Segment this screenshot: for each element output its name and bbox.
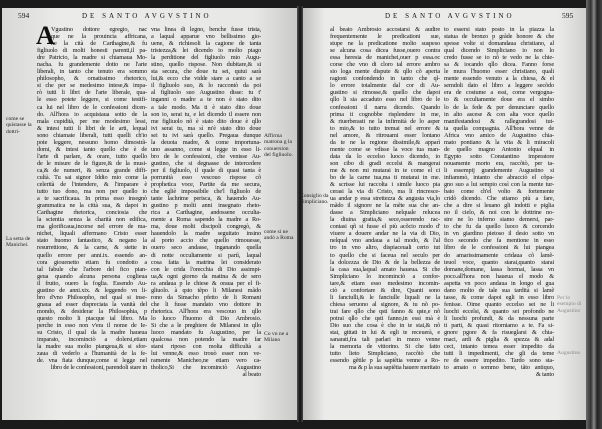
text-line: data da lo eccelso luoco dicendo, io — [330, 152, 440, 160]
text-line: philosopho, & ornatissimo rhetorico, — [37, 75, 147, 83]
text-line: figliuolo di molti honesti parenti,il pa- — [37, 47, 147, 55]
text-line: rò tutti li libri de l'arte liberale, qua- — [37, 89, 147, 97]
text-line: gustino, che si degnasse de intercedere — [151, 159, 261, 167]
text-line: Africa vno amico de Augustino chia- — [444, 131, 554, 139]
text-line: essendo gẽtile p la sapiẽtia venne a Ro- — [330, 357, 440, 365]
text-line: lo errore totalmente dal cor di Au- — [330, 82, 440, 90]
text-line: li fanciulli,& le fanciulle liquali ne la — [330, 293, 440, 301]
margin-note: come si ne andò a Roma — [264, 229, 294, 242]
text-line: ne la cità de Carthagine,& fu — [51, 40, 147, 48]
text-line: gno suo a lui sempio così con la mente tur- — [444, 181, 554, 189]
text-line: do. All'hora io acquistaua sotto de la — [37, 110, 147, 118]
text-line: li essempij grandemente Augustino si — [444, 166, 554, 174]
text-line: stupe ne la predicatione molto suspeso — [330, 40, 440, 48]
text-line: rono da Simacho pfetto de li Romani — [151, 293, 261, 301]
text-line: chiesa seruono al signore, & tu nõ po- — [330, 300, 440, 308]
text-line: to & occultamente doue era el simbo — [444, 96, 554, 104]
text-line: mente a Roma sapendo la madre a Ro- — [151, 216, 261, 224]
text-line: domane,domane, lassa hormai, lassa vn — [444, 265, 554, 273]
text-line: & intesi tutti li libri de le arti, lequal — [37, 124, 147, 132]
text-line: semdoli dato el libro a leggere secõdo — [444, 82, 554, 90]
text-line: que ne la prouincia affricana, — [51, 33, 147, 41]
text-line: ma, doue molti discipoli congregò, & — [151, 223, 261, 231]
text-line: inganni o madre a te non è stato dito — [151, 96, 261, 104]
text-line: nouamente morto era, raccõtò, per ta- — [444, 159, 554, 167]
text-line: per il figliuolo, il quale di quasi tanta è — [151, 166, 261, 174]
text-line: me figliuolo nõ è stato dito doue è qllo — [151, 117, 261, 125]
text-line: al figliuolo suo Augustino disse: tu t' — [151, 89, 261, 97]
text-line: gustino de anni.xix. & leggendo vn li- — [37, 286, 147, 294]
text-line: qualcosa non potendo la madre far — [151, 336, 261, 344]
text-line: do amarissimamente cridaua cõ lamẽ- — [444, 251, 554, 259]
text-line: stai, gittati in lui & egli te receuerà, e — [330, 329, 440, 337]
margin-note: Affirma matrona g la conuersion del figliuolo. — [264, 133, 293, 159]
text-line: nel amore, & ritrouami esser lontano — [330, 131, 440, 139]
text-line: rhetorica. All'hora era vescouo in qllo — [151, 307, 261, 315]
text-line: ceci, intanto temea esser impedito da — [444, 343, 554, 351]
text-line: corse che vno di cloro tal errore ambro — [330, 61, 440, 69]
text-line: to che fu da quello luoco & corcendo — [444, 223, 554, 231]
text-line: che a dire si leuano gli indotti e piglia — [444, 202, 554, 210]
text-line: mente come se vdisse la voce tua man- — [330, 145, 440, 153]
text-line: confessioni il narra dicendo. Quando — [330, 103, 440, 111]
margin-note: La setta de Manichei. — [6, 236, 31, 249]
right-column-1 — [330, 26, 440, 371]
text-line: grammatica ne la città sua, & dapoi in — [37, 202, 147, 210]
text-line: geua quando alcuna persona coglieua — [37, 272, 147, 280]
text-line: manifestandosi & rallegrandosi tut- — [444, 117, 554, 125]
text-line: nacha. fu grandemente dotto ne l'arte — [37, 61, 147, 69]
text-line: tal fabule che l'arbore del fico pian- — [37, 265, 147, 273]
text-line: statua de bronzo p grãde honore & che — [444, 33, 554, 41]
text-line: zaua di vederlo a l'humanità de la fe- — [37, 350, 147, 358]
text-line: to amato o sommo bene, tãto antiquo, — [444, 364, 554, 372]
text-line: era de costume a essi, come vergogna- — [444, 89, 554, 97]
text-line: tante lachrime perisca, & hauendo Au- — [151, 195, 261, 203]
text-line: la dolcezza de Dio & de la bellezza de — [330, 258, 440, 266]
text-line: porrunità esso vescouo rispose cõ — [151, 173, 261, 181]
text-line: ti parti, & quasi ritorniamo a te. Fa si- — [444, 321, 554, 329]
text-line: hauendolo la madre seguitato insino — [151, 230, 261, 238]
text-line: Dio suo che cosa è che in te stai,& nõ — [330, 321, 440, 329]
text-line: luochi eccelsi, & quanto sei profondo ne — [444, 307, 554, 315]
text-line: si che per se medesimo intese,& impa- — [37, 82, 147, 90]
text-line: bro de le confessioni, che venisse Au- — [151, 152, 261, 160]
text-line: bro d'vno Philosopho, nel qual si inse- — [37, 293, 147, 301]
text-line: essa heresia de manichei,ouer p essa.oc — [330, 54, 440, 62]
drop-cap: A — [36, 21, 55, 50]
text-line: lui,& ecco che vidde stare a canto a se — [151, 75, 261, 83]
text-line: potrai qllo che qsti fanno,in essi mà è — [330, 314, 440, 322]
text-line: cerasi la via di Cristo, ma li rincresce- — [330, 188, 440, 196]
text-line: son cibo di gradi eccelsi & mangerai — [330, 159, 440, 167]
right-page-number: 595 — [562, 11, 574, 20]
text-line: & riuerberasti ne la infirmità de lo asper — [330, 117, 440, 125]
text-line: che egliè impossibile che'l figliuolo de — [151, 188, 261, 196]
text-line: al beato — [242, 371, 261, 379]
text-line: ta quella compagnia. All'hora venne de — [444, 124, 554, 132]
text-line: Si che a le preghiere de Milanesi in qllo — [151, 321, 261, 329]
text-line: la memoria de vittorino. Si che fatto — [330, 343, 440, 351]
right-column-2 — [444, 26, 554, 378]
text-line: dasse a Simpliciano nelquale relucea — [330, 209, 440, 217]
text-line: ca lui nel libro de le confessioni dicen- — [37, 103, 147, 111]
text-line: che li fusse mandato vno dottore in — [151, 300, 261, 308]
text-line: son io, serai tu, e lei dicendo il essere non — [151, 110, 261, 118]
text-line: al beato Ambrosio accostarsi & audire — [330, 26, 440, 33]
text-line: pote leggere, nessuno homo dimostrã- — [37, 138, 147, 146]
text-line: in vn giardino pietoso il desio sotto vn — [444, 230, 554, 238]
text-line: al porto accio che quello rimouesse, — [151, 237, 261, 245]
text-line: le esso potete leggere, si come testifi- — [37, 96, 147, 104]
text-line: con le crida l'orecchia di Dio assimpi- — [151, 265, 261, 273]
text-line: bo de la carne tua,ma ti mutarai in me. — [330, 173, 440, 181]
text-line: ramente Manicheo,ne etiam vero ca- — [151, 357, 261, 365]
text-line: lo luoco l'huomo di Dio Ambrosio. — [151, 314, 261, 322]
text-line: nichei, liquali affermano Cristo esser — [37, 230, 147, 238]
book-gutter — [297, 6, 303, 422]
text-line: la deuota madre, & come importuna- — [151, 138, 261, 146]
text-line: liberali, in tanto che tenuto era sommo — [37, 68, 147, 76]
text-line: tutto lieto Simpliciano, raccõtò che — [330, 350, 440, 358]
text-line: la diuina gratia,& sece,osserendo rac- — [330, 216, 440, 224]
text-line: tutto tuo dono, ma non per quello io — [37, 188, 147, 196]
text-line: qllo li sia accaduto esso nel libro de le — [330, 96, 440, 104]
text-line: cosa fatta la matrina lei considerato — [151, 258, 261, 266]
text-line: sono chiamate liberali, tutti quelli ch'io — [37, 131, 147, 139]
text-line: mondo, & desiderar la Philosophia, p — [37, 307, 147, 315]
text-line: lui venne,& esso trouò esser non ve- — [151, 350, 261, 358]
text-line: de. vna fiata dunque,come si legge nel — [37, 357, 147, 365]
text-line: prima ti cognobbe risplendere in me, — [330, 110, 440, 118]
text-line: a te sacrificaua. In prima esso insegnò — [37, 195, 147, 203]
text-line: stato huomo fantastico, & negano la — [37, 237, 147, 245]
text-line: bato come ch'el volto & fortemente — [444, 188, 554, 196]
text-line: ra andaua p le chiese & oraua per el fi- — [151, 279, 261, 287]
text-line: l'arte di parlare, & orare, tutto quello — [37, 152, 147, 160]
text-line: to essersi stato posto in la piazza la — [444, 26, 554, 33]
text-line: rica a Carthagine, andossene occulta- — [151, 209, 261, 217]
left-column-1 — [36, 21, 147, 372]
text-line: uene, & richiesoli la cagione de tanta — [151, 40, 261, 48]
text-line: cultà. Tu sai signor Iddio mio come la — [37, 173, 147, 181]
text-line: Vgustino dottore egregio, nac — [51, 26, 147, 33]
text-line: tro in vno altro, dispiaceuali certo tut — [330, 244, 440, 252]
text-line: sanarati,fra tali parlari in mezo venne — [330, 336, 440, 344]
text-line: quello errore per anni.ix. essendo an- — [37, 251, 147, 259]
text-line: ca,& de numeri, & senza grande diffi- — [37, 166, 147, 174]
text-line: mala cupidità, per me modesimo lessi, — [37, 117, 147, 125]
text-line: de quello magno Antonio elqual in — [444, 145, 554, 153]
text-line: sta secura, che doue tu sei, quiui sarà — [151, 68, 261, 76]
text-line: il frutto, ouero la foglia. Essendo Au- — [37, 279, 147, 287]
text-line: dano molto de tale sua tardità si lamẽ — [444, 286, 554, 294]
text-line: aspetta vn poco andaua in longo el gua — [444, 279, 554, 287]
text-line: contasi qñ si fusse el più acõcio modo d' — [330, 223, 440, 231]
text-line: maci, ardi & piglia & spezza & adal — [444, 336, 554, 344]
text-line: credo fusse se io nõ te vedo ne la chie- — [444, 54, 554, 62]
text-line: uno assanno, come si legge in esso li- — [151, 145, 261, 153]
text-line: la scientia senza la charità non edifica, — [37, 216, 147, 224]
margin-note: Per lo esempio di Augustino — [557, 295, 582, 314]
text-line: la perditione del figliuolo mio Augu- — [151, 54, 261, 62]
left-column-2 — [151, 26, 261, 378]
text-line: stino, quello rispose. Non dubitare,& si — [151, 61, 261, 69]
text-line: & tanto — [535, 371, 554, 379]
margin-note: come se quistasse la dottri- — [6, 116, 32, 135]
text-line: Egypto sotto Constantino imperatore — [444, 152, 554, 160]
text-line: libro de le confessioni, parendoli stare in — [50, 364, 147, 372]
text-line: resurrettione, & la carne, & stette in — [37, 244, 147, 252]
text-line: mãdo il signore ne la mẽte sua che an- — [330, 202, 440, 210]
text-line: ivi serai tu, ma sì m'è stato dito doue — [151, 124, 261, 132]
text-line: a tale modo. Ma ti è stato dito doue — [151, 103, 261, 111]
text-line: to quello che si faceua nel seculo per — [330, 251, 440, 259]
text-line: Carthagine rhetorica, conciosia che — [37, 209, 147, 217]
text-line: libro de le confessioni & lui piangea — [444, 244, 554, 252]
margin-note: Augustino — [557, 350, 581, 356]
text-line: vna linea di legno, benche fusse trista, — [151, 26, 261, 33]
text-line: infiammò, intanto che abracciò el cõpa- — [444, 173, 554, 181]
text-line: nelqual vno andaua a tal modo, & l'al — [330, 237, 440, 245]
right-running-head: DE SANTO AVGVSTINO — [385, 12, 515, 20]
text-line: ragioni confondendo in tanto che ql- — [330, 75, 440, 83]
text-line: ma & p la sua sapiẽtia hauere meritato — [349, 364, 440, 372]
text-line: ciò a confortare & dire, Quanti sono — [330, 286, 440, 294]
text-line: le mura l'huomo esser christiano, quali — [444, 68, 554, 76]
text-line: fico secondo che fa mentione in esso — [444, 237, 554, 245]
text-line: mato pontiano & la vita & li miracoli — [444, 138, 554, 146]
text-line: in alto ascese & con alta voce quello — [444, 110, 554, 118]
text-line: to mio,& io tutto tremai nel errore & — [330, 124, 440, 132]
text-line: su Cristo, il qual da la madre haueua — [37, 329, 147, 337]
text-line: il figliuolo suo, & lo raccontò da poi — [151, 82, 261, 90]
text-line: celerità de l'intendere, & l'imparare è — [37, 181, 147, 189]
text-line: sio loga mente dispute & qllo cõ aperta — [330, 68, 440, 76]
text-line: tasse, & come dapoi egli in esso libro — [444, 293, 554, 301]
text-line: domi, & intesi tanto quello che è de — [37, 145, 147, 153]
text-line: se alcuna cosa dicea fusse,ouero contra — [330, 47, 440, 55]
text-line: imparato, incominciò a dolersi,etiam — [37, 336, 147, 344]
left-running-head: DE SANTO AVGVSTINO — [82, 12, 212, 20]
text-line: tholico,Si che incominciò Augustino — [151, 364, 261, 372]
text-line: gliuolo. à qsto tẽpo li Milanesi mãdo — [151, 286, 261, 294]
text-line: ua,& ogni giorno da matina & de sero — [151, 272, 261, 280]
text-line: & scrisse lui raccolta i simile luoco pia — [330, 181, 440, 189]
margin-note: Consiglio da Simpliciano. — [300, 193, 329, 206]
text-line: trai fare qllo che qsti fanno & qste,e nõ — [330, 307, 440, 315]
text-line: sei tu ivi sarà quello. Pregaua dunque — [151, 131, 261, 139]
text-line: prophetica voce, Partite da me secura, — [151, 181, 261, 189]
left-page-number: 594 — [18, 11, 30, 20]
text-line: perche in esso non v'era il nome de Ie- — [37, 321, 147, 329]
text-line: Simpliciano lo incominciò a confor- — [330, 272, 440, 280]
text-line: tristezza,& lei dicendo io molto piago — [151, 47, 261, 55]
text-line: la casa sua,laqual amato haueua. Si che — [330, 265, 440, 273]
text-line: questo molto li piacque tal libro. Ma — [37, 314, 147, 322]
text-line: viuere a douere andar ne la via di Dio, — [330, 230, 440, 238]
text-line: stre ne lo inferno siamo demersi, par- — [444, 216, 554, 224]
margin-note: Co vn ne a Milano — [264, 331, 289, 344]
text-line: ma glorificaua,incorse nel errore de ma- — [37, 223, 147, 231]
text-line: mente essendo venuto a la chiesa, & el — [444, 75, 554, 83]
text-line: gustino si rimosse,& quello che dapoi — [330, 89, 440, 97]
text-line: de le misure de le figure,& de la musi- — [37, 159, 147, 167]
text-line: tutti li impedimenti, che gli da teme — [444, 350, 554, 358]
page-edge — [586, 0, 602, 429]
text-line: di notte occultamente si partì, laqual — [151, 251, 261, 259]
text-line: da te ne la regione dissimile,& apparì — [330, 138, 440, 146]
text-line: frequentemente le predicationi sue, — [330, 33, 440, 41]
text-line: luoco mandato fu Augustino, per la — [151, 329, 261, 337]
text-line: cridò dicendo. Che stiamo più a fare, — [444, 195, 554, 203]
text-line: poco.all'hora non haueua el modo & — [444, 272, 554, 280]
text-line: gustino p molti anni insegnato rheto- — [151, 202, 261, 210]
text-line: gnaua ad esser dispreciata la vanità del — [37, 300, 147, 308]
text-line: spesse volte si domandaua christiano, al — [444, 40, 554, 48]
text-line: cora giouenetto etiam fu condotto a — [37, 258, 147, 266]
text-line: me & non mi mutarai in te come el ci — [330, 166, 440, 174]
text-line: la madre sua molto piangeua,& si sfor- — [37, 343, 147, 351]
text-line: lo de la fede & per denunciare quello — [444, 103, 554, 111]
text-line: ua andar p essa strettezza & angusta via,lo — [330, 195, 440, 203]
text-line: re de essere impedito. Tardo sono sta- — [444, 357, 554, 365]
text-line: a laqual apparue vno bellissimo gio- — [151, 33, 261, 41]
text-line: fenisse. Oime quanto eccelso sei ne li — [444, 300, 554, 308]
text-line: gnore pgore & fa risueglarsi & chia- — [444, 329, 554, 337]
text-line: tare,& etiam esso medesimo incomin- — [330, 279, 440, 287]
text-line: qual dicendo Simpliciano io non lo — [444, 47, 554, 55]
text-line: sa & iocando qllo dicea. Fanno forse — [444, 61, 554, 69]
text-line: li luochi profundi, & da nessuna parte — [444, 314, 554, 322]
text-line: starsi riposo con molta difficultà a — [151, 343, 261, 351]
text-line: no il cielo, & noi con le dottrine no- — [444, 209, 554, 217]
text-line: teuol voce, quanto starai,quanto starai — [444, 258, 554, 266]
text-line: dre Patricio, la madre si chiamaua Mo- — [37, 54, 147, 62]
text-line: ouero seco andasse, inganando quella — [151, 244, 261, 252]
